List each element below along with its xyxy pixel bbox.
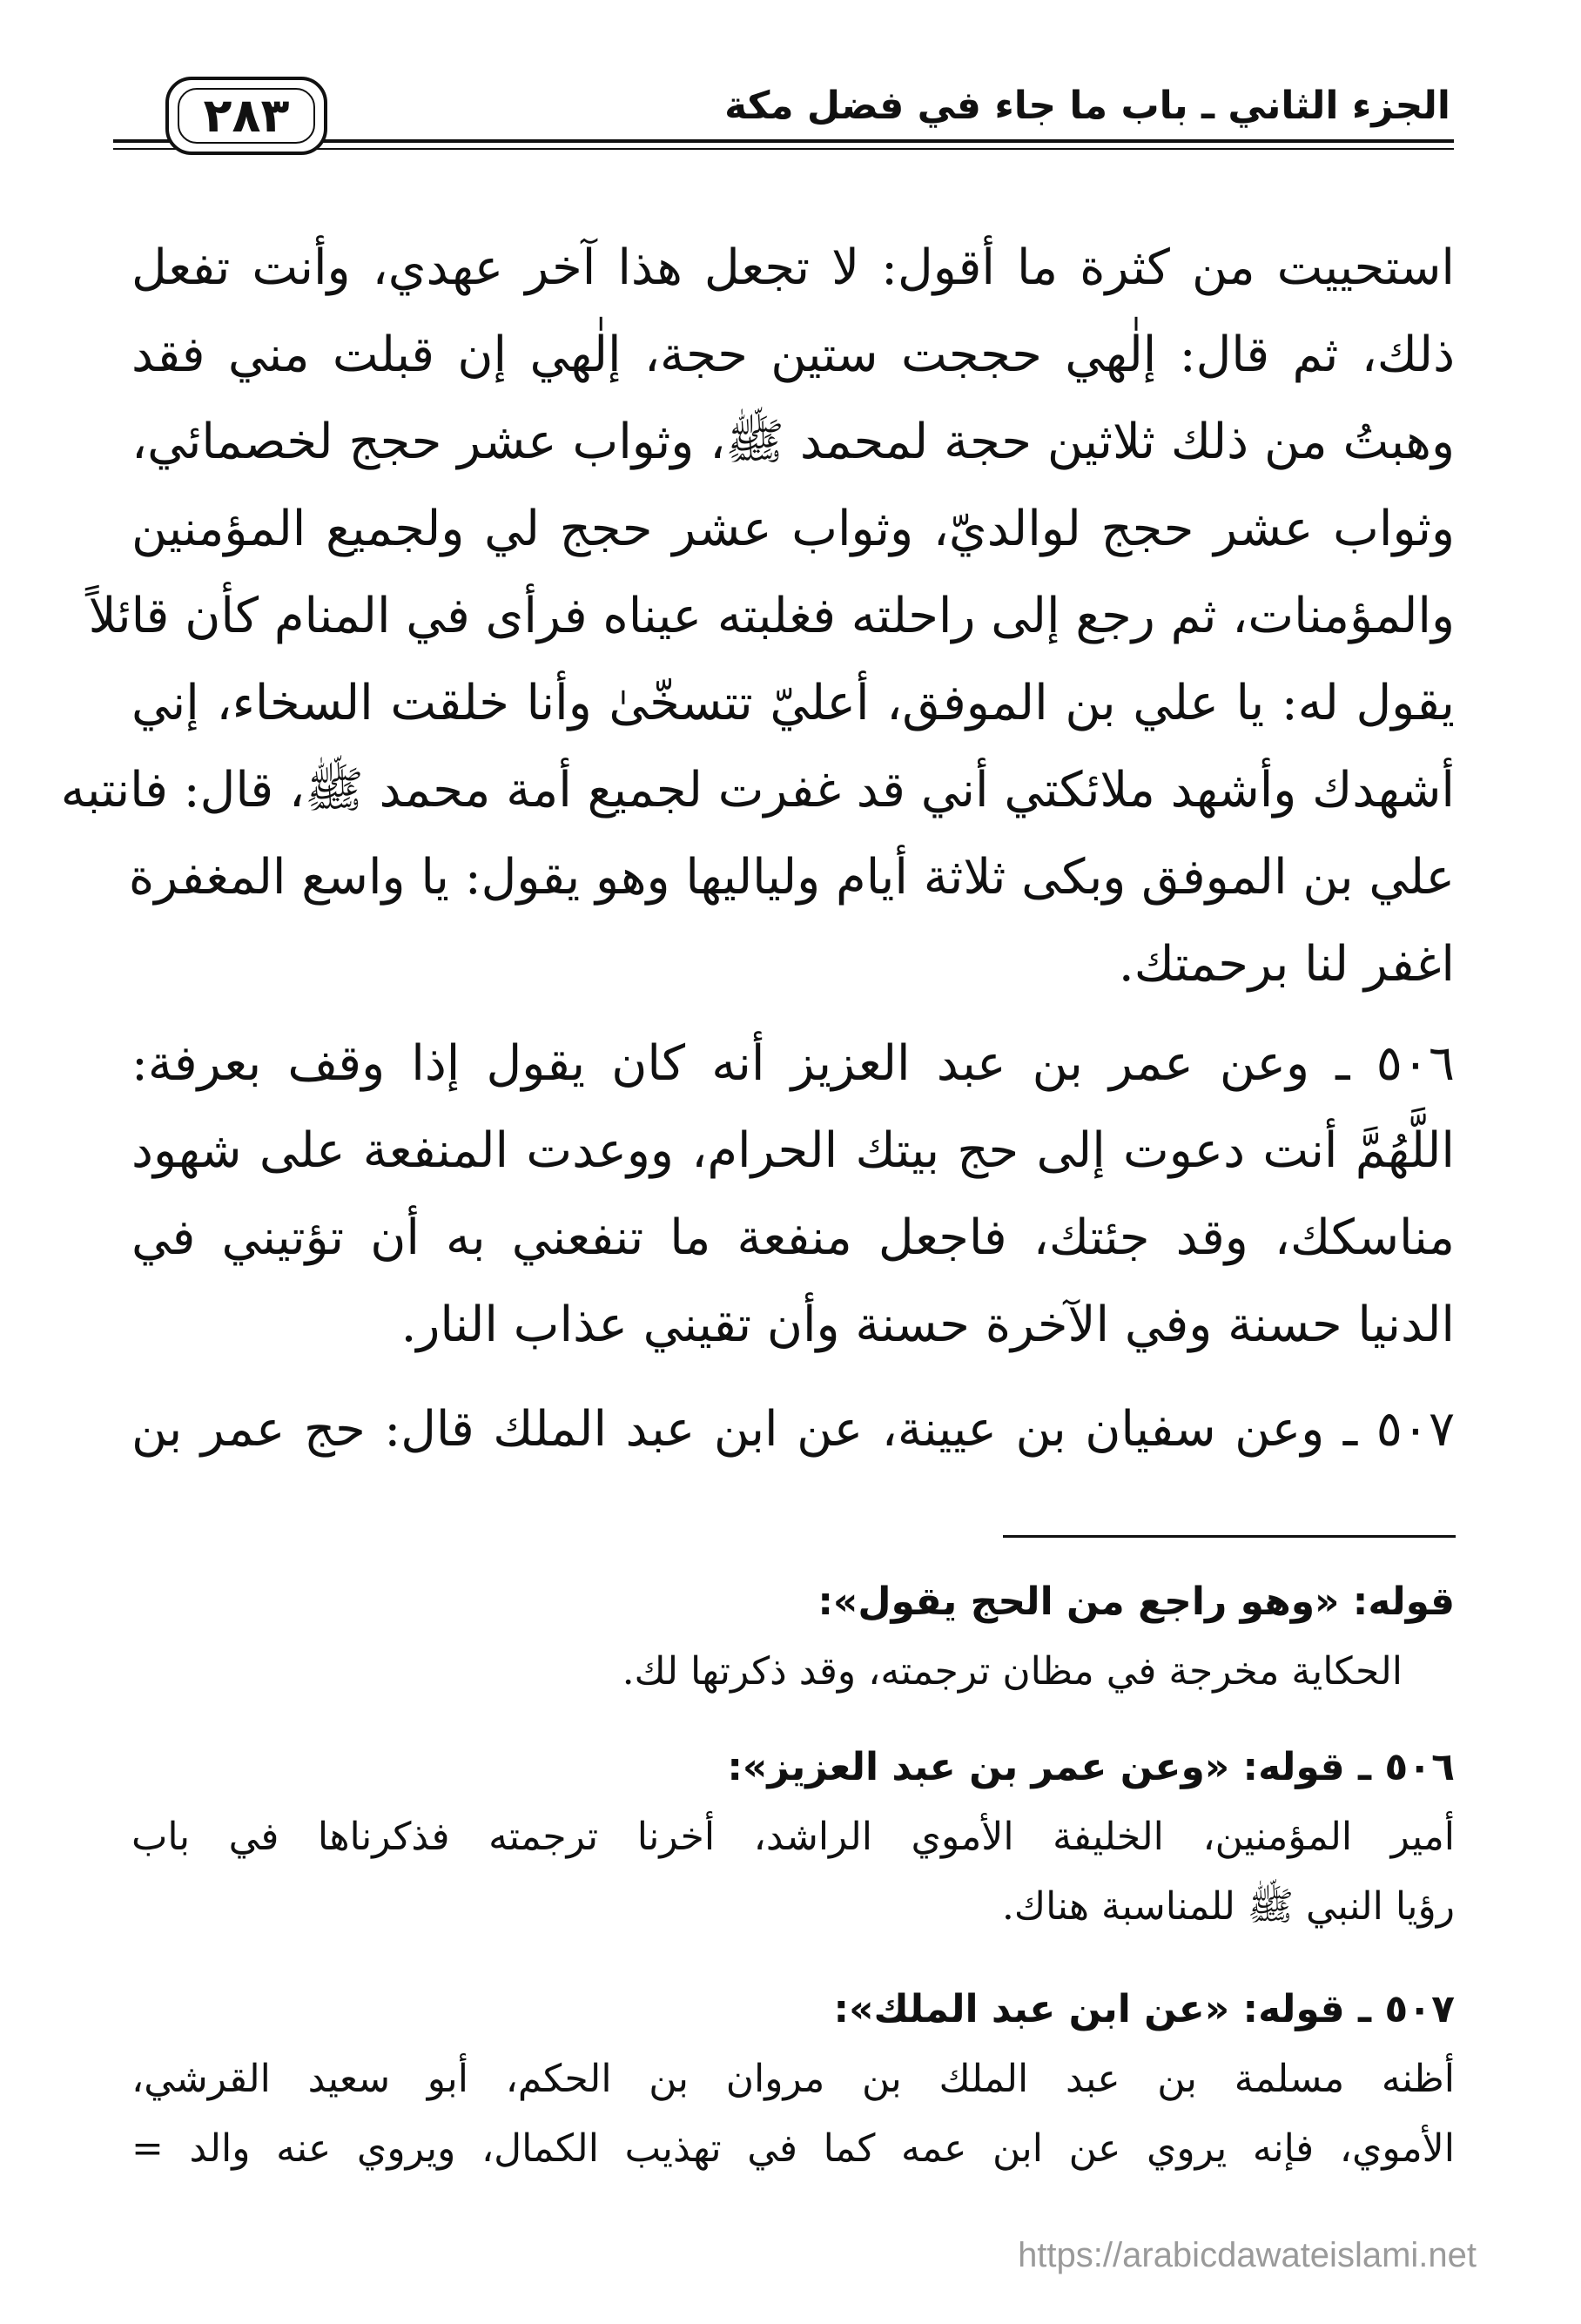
footnote-separator: [1003, 1535, 1456, 1538]
text-line: مناسكك، وقد جئتك، فاجعل منفعة ما تنفعني به أن تؤتيني في: [131, 1209, 1455, 1266]
text-line: ٥٠٧ ـ وعن سفيان بن عيينة، عن ابن عبد الملك قال: حج عمر بن: [131, 1401, 1456, 1458]
text-line: والمؤمنات، ثم رجع إلى راحلته فغلبته عيناه فرأى في المنام كأن قائلاً: [88, 588, 1455, 644]
main-paragraph-2: [131, 1021, 1455, 1369]
footnote-1: [131, 1567, 1455, 1707]
text-line: يقول له: يا علي بن الموفق، أعليّ تتسخّىٰ وأنا خلقت السخاء، إني: [131, 675, 1455, 731]
text-line: وثواب عشر حجج لوالديّ، وثواب عشر حجج لي ولجميع المؤمنين: [131, 501, 1456, 557]
footnote-heading: قوله: «وهو راجع من الحج يقول»:: [817, 1580, 1455, 1624]
text-line: وهبتُ من ذلك ثلاثين حجة لمحمد ﷺ، وثواب عشر حجج لخصمائي،: [131, 414, 1455, 470]
running-header-title: الجزء الثاني ـ باب ما جاء في فضل مكة: [724, 84, 1450, 128]
footnote-heading: ٥٠٦ ـ قوله: «وعن عمر بن عبد العزيز»:: [727, 1745, 1455, 1789]
main-paragraph-1: [60, 225, 1456, 1008]
text-line: ذلك، ثم قال: إلٰهي حججت ستين حجة، إلٰهي إن قبلت مني فقد: [131, 327, 1455, 383]
text-line: ٥٠٦ ـ وعن عمر بن عبد العزيز أنه كان يقول إذا وقف بعرفة:: [131, 1035, 1455, 1092]
footnote-line: أظنه مسلمة بن عبد الملك بن مروان بن الحكم، أبو سعيد القرشي،: [131, 2057, 1455, 2101]
text-line: علي بن الموفق وبكى ثلاثة أيام ولياليها وهو يقول: يا واسع المغفرة: [128, 849, 1455, 906]
watermark-url: https://arabicdawateislami.net: [1018, 2236, 1477, 2274]
text-line: اغفر لنا برحمتك.: [1118, 936, 1455, 993]
footnote-line: رؤيا النبي ﷺ للمناسبة هناك.: [1001, 1884, 1455, 1929]
text-line: استحييت من كثرة ما أقول: لا تجعل هذا آخر عهدي، وأنت تفعل: [131, 239, 1455, 296]
footnote-line: أمير المؤمنين، الخليفة الأموي الراشد، أخرنا ترجمته فذكرناها في باب: [131, 1815, 1455, 1859]
footnote-heading: ٥٠٧ ـ قوله: «عن ابن عبد الملك»:: [833, 1987, 1455, 2031]
footnote-2: [131, 1733, 1455, 1942]
page-number: ٢٨٣: [178, 88, 315, 144]
footnote-line: الحكاية مخرجة في مظان ترجمته، وقد ذكرتها لك.: [622, 1649, 1403, 1694]
text-line: الدنيا حسنة وفي الآخرة حسنة وأن تقيني عذاب النار.: [400, 1297, 1455, 1353]
text-line: أشهدك وأشهد ملائكتي أني قد غفرت لجميع أمة محمد ﷺ، قال: فانتبه: [60, 762, 1455, 818]
page-number-frame: [165, 77, 327, 155]
main-paragraph-3: [131, 1386, 1455, 1473]
text-line: اللَّهُمَّ أنت دعوت إلى حج بيتك الحرام، ووعدت المنفعة على شهود: [131, 1122, 1455, 1179]
footnote-line: الأموي، فإنه يروي عن ابن عمه كما في تهذيب الكمال، ويروي عنه والد =: [131, 2126, 1455, 2171]
footnote-3: [131, 1975, 1455, 2184]
